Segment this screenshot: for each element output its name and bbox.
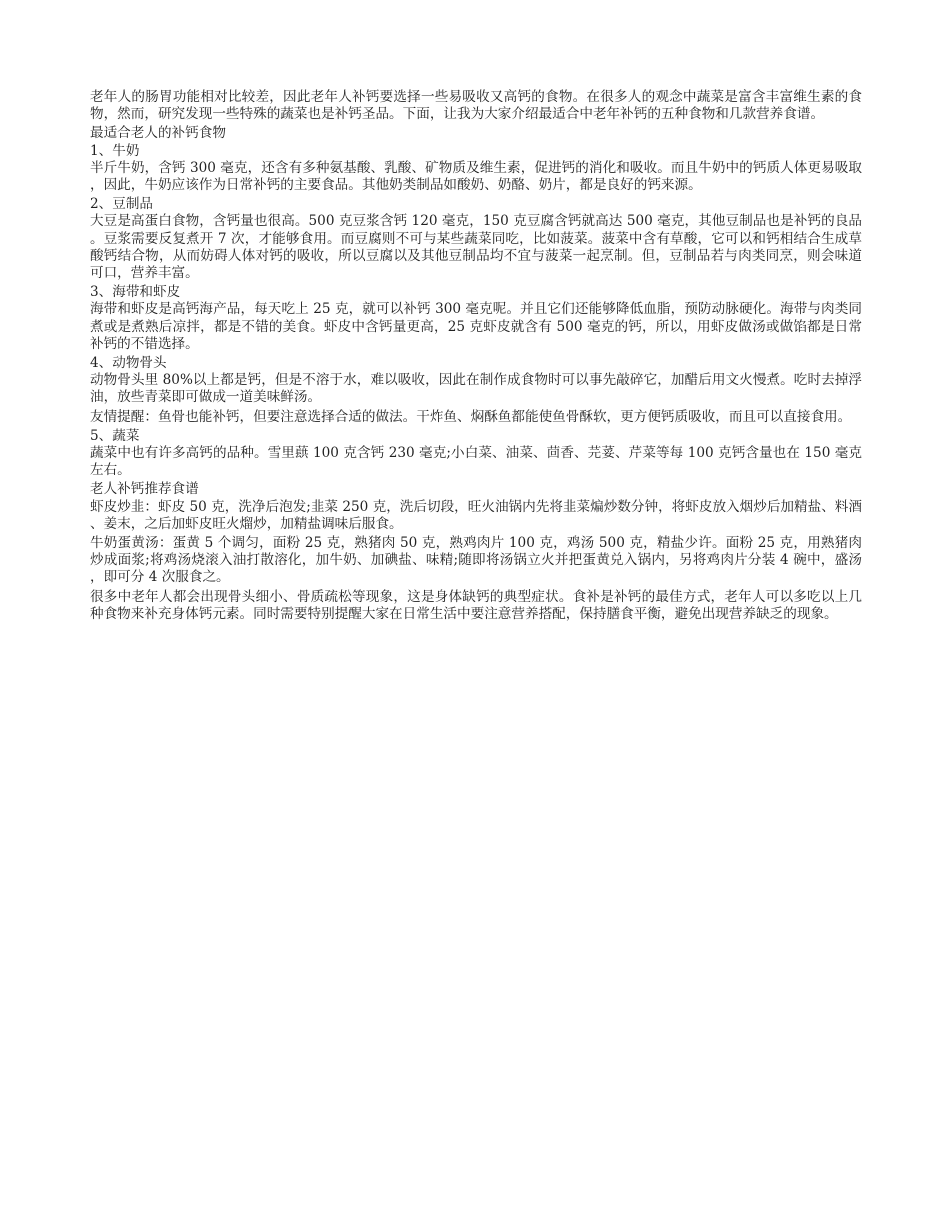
- food-paragraph-animal-bone: 动物骨头里 80%以上都是钙，但是不溶于水，难以吸收，因此在制作成食物时可以事先敲碎它，加醋后用文火慢煮。吃时去掉浮油，放些青菜即可做成一道美味鲜汤。: [90, 372, 862, 406]
- food-paragraph-soy: 大豆是高蛋白食物，含钙量也很高。500 克豆浆含钙 120 毫克，150 克豆腐含钙就高达 500 毫克，其他豆制品也是补钙的良品。豆浆需要反复煮开 7 次，才能够食用。而豆腐则不可与某些蔬菜同吃，比如菠菜。菠菜中含有草酸，它可以和钙相结合生成草酸钙结合物，从而妨碍人体对钙的吸收，所以豆腐以及其他豆制品均不宜与菠菜一起烹制。但，豆制品若与肉类同烹，则会味道可口，营养丰富。: [90, 213, 862, 282]
- food-title-seaweed-shrimp: 3、海带和虾皮: [90, 284, 181, 301]
- food-tip-fish-bone: 友情提醒：鱼骨也能补钙，但要注意选择合适的做法。干炸鱼、焖酥鱼都能使鱼骨酥软，更方便钙质吸收，而且可以直接食用。: [90, 408, 852, 425]
- article-body: [90, 89, 862, 623]
- food-title-vegetables: 5、蔬菜: [90, 427, 140, 444]
- section-title-foods: 最适合老人的补钙食物: [90, 125, 226, 142]
- food-title-animal-bone: 4、动物骨头: [90, 355, 167, 372]
- food-title-milk: 1、牛奶: [90, 142, 140, 159]
- recipe-shrimp-leek: 虾皮炒韭：虾皮 50 克，洗净后泡发;韭菜 250 克，洗后切段，旺火油锅内先将韭菜煸炒数分钟，将虾皮放入烟炒后加精盐、料酒、姜末，之后加虾皮旺火熘炒，加精盐调味后服食。: [90, 498, 862, 532]
- section-title-recipes: 老人补钙推荐食谱: [90, 481, 199, 498]
- food-paragraph-seaweed-shrimp: 海带和虾皮是高钙海产品，每天吃上 25 克，就可以补钙 300 毫克呢。并且它们还能够降低血脂，预防动脉硬化。海带与肉类同煮或是煮熟后凉拌，都是不错的美食。虾皮中含钙量更高，25 克虾皮就含有 500 毫克的钙，所以，用虾皮做汤或做馅都是日常补钙的不错选择。: [90, 301, 862, 352]
- conclusion-paragraph: 很多中老年人都会出现骨头细小、骨质疏松等现象，这是身体缺钙的典型症状。食补是补钙的最佳方式，老年人可以多吃以上几种食物来补充身体钙元素。同时需要特别提醒大家在日常生活中要注意营养搭配，保持膳食平衡，避免出现营养缺乏的现象。: [90, 588, 862, 622]
- food-paragraph-vegetables: 蔬菜中也有许多高钙的品种。雪里蕻 100 克含钙 230 毫克;小白菜、油菜、茴香、芫荽、芹菜等每 100 克钙含量也在 150 毫克左右。: [90, 445, 862, 479]
- intro-paragraph: 老年人的肠胃功能相对比较差，因此老年人补钙要选择一些易吸收又高钙的食物。在很多人的观念中蔬菜是富含丰富维生素的食物，然而，研究发现一些特殊的蔬菜也是补钙圣品。下面，让我为大家介绍最适合中老年补钙的五种食物和几款营养食谱。: [90, 89, 862, 123]
- recipe-milk-egg-soup: 牛奶蛋黄汤：蛋黄 5 个调匀，面粉 25 克，熟猪肉 50 克，熟鸡肉片 100 克，鸡汤 500 克，精盐少许。面粉 25 克，用熟猪肉炒成面浆;将鸡汤烧滚入油打散溶化，加牛奶、加碘盐、味精;随即将汤锅立火并把蛋黄兑入锅内，另将鸡肉片分装 4 碗中，盛汤，即可分 4 次服食之。: [90, 535, 862, 586]
- food-title-soy: 2、豆制品: [90, 196, 154, 213]
- food-paragraph-milk: 半斤牛奶，含钙 300 毫克，还含有多种氨基酸、乳酸、矿物质及维生素，促进钙的消化和吸收。而且牛奶中的钙质人体更易吸取，因此，牛奶应该作为日常补钙的主要食品。其他奶类制品如酸奶、奶酪、奶片，都是良好的钙来源。: [90, 159, 862, 194]
